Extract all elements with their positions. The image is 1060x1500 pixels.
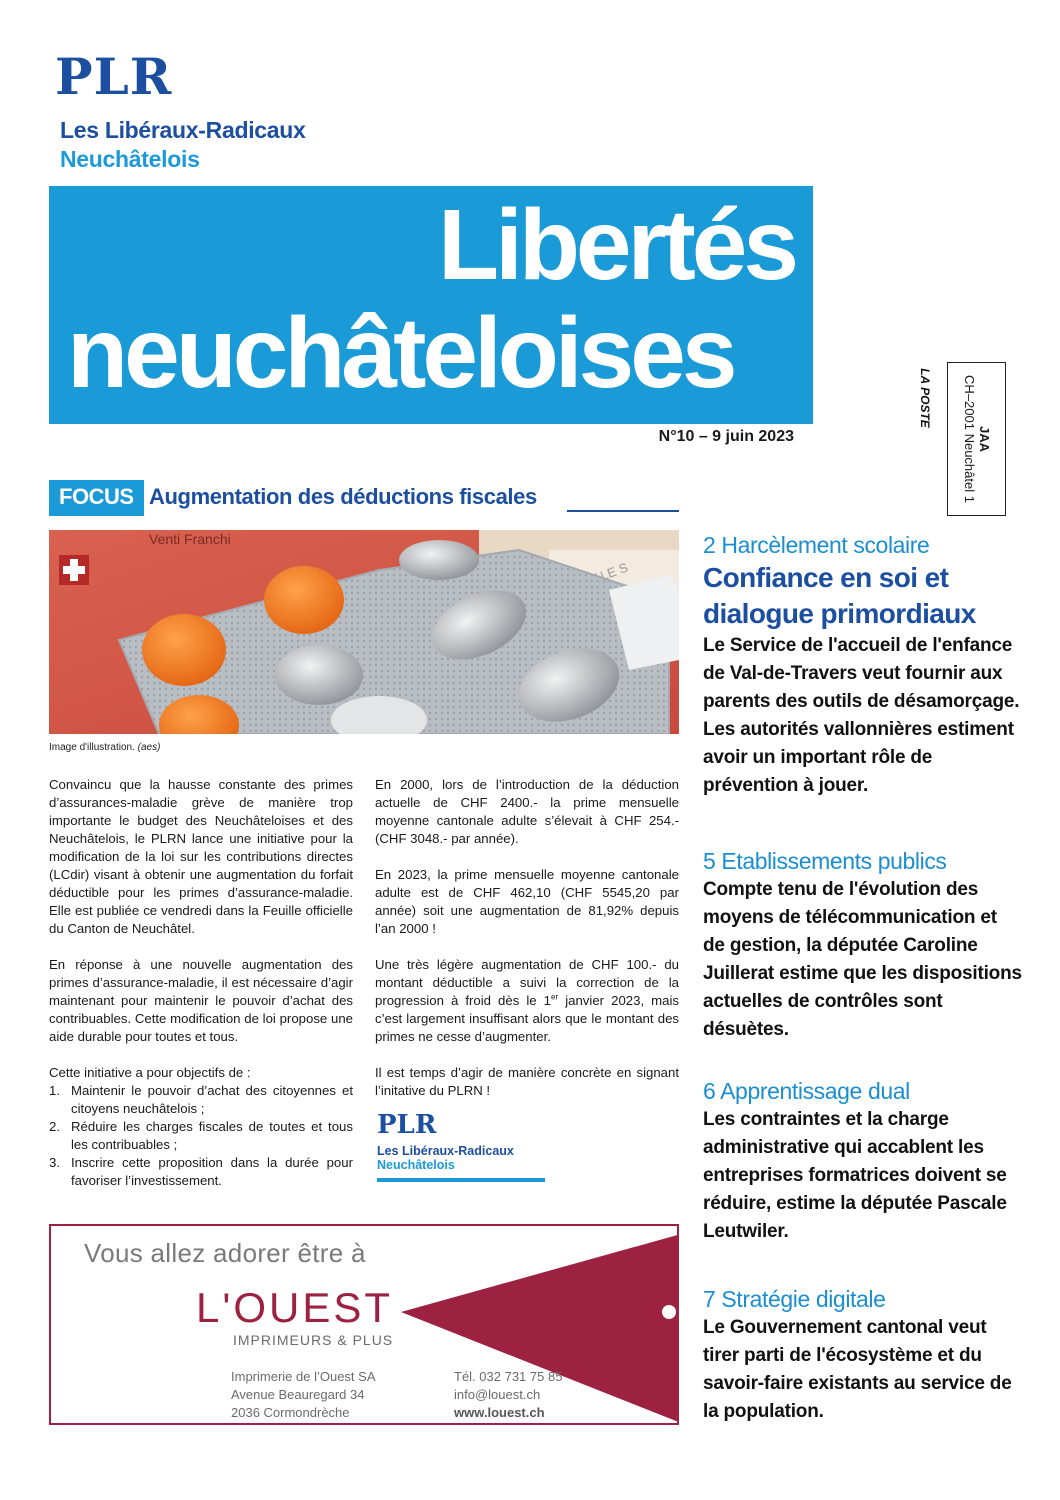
logo-party-region: Neuchâtelois [60, 146, 200, 172]
advertisement[interactable] [49, 1224, 679, 1425]
article-paragraph-4: En 2023, la prime mensuelle moyenne cantonale adulte est de CHF 462,10 (CHF 5545,20 par année) soit une augmentation de 81,92% depuis l’an 2000 ! [375, 867, 679, 936]
ad-brand-subtitle: IMPRIMEURS & PLUS [233, 1332, 394, 1348]
article-paragraph-1: Convaincu que la hausse constante des primes d’assurances-maladie grève de manière trop importante le budget des Neuchâteloises et des Neuchâtelois, le PLRN lance une initiative pour la modification de la loi sur les contributions directes (LCdir) visant à obtenir une augmentation du forfait déductible pour les primes d’assurance-maladie. Elle est publiée ce vendredi dans la Feuille officielle du Canton de Neuchâtel. [49, 777, 353, 936]
focus-title: Augmentation des déductions fiscales [149, 484, 537, 509]
ad-phone: Tél. 032 731 75 85 [454, 1369, 563, 1384]
postal-stamp [947, 362, 1006, 516]
sidebar-item-6[interactable] [703, 1076, 1023, 1246]
ad-address: Imprimerie de l’Ouest SA Avenue Beauregard 34 2036 Cormondrèche [231, 1369, 376, 1420]
caption-text: Image d'illustration. [49, 742, 135, 753]
sidebar-summary: Compte tenu de l'évolution des moyens de télécommunication et de gestion, la députée Caroline Juillerat estime que les dispositions actuelles de contrôles sont désuètes. [703, 879, 1022, 1040]
illustration-photo [49, 530, 679, 734]
article-paragraph-3: En 2000, lors de l’introduction de la déduction actuelle de CHF 2400.- la prime mensuelle moyenne cantonale adulte s’élevait à CHF 254.- (CHF 3048.- par année). [375, 777, 679, 846]
caption-credit: (aes) [137, 742, 161, 753]
ad-headline: Vous allez adorer être à [84, 1238, 366, 1268]
sidebar-summary: Le Service de l'accueil de l'enfance de Val-de-Travers veut fournir aux parents des outils de désamorçage. Les autorités vallonnières estiment avoir un important rôle de prévention à jouer. [703, 635, 1020, 796]
list-item: 2. Réduire les charges fiscales de toutes et tous les contribuables ; [49, 1119, 353, 1152]
stamp-address: CH–2001 Neuchâtel 1 [961, 375, 977, 503]
issue-date: N°10 – 9 juin 2023 [658, 428, 794, 445]
sidebar-item-5[interactable] [703, 846, 1023, 1044]
plr-signature-logo [377, 1112, 545, 1182]
masthead-banner [49, 186, 813, 424]
masthead-title-line2: neuchâteloises [67, 297, 734, 409]
ad-contact [454, 1368, 562, 1422]
objectives-list [49, 1082, 353, 1190]
plr-signature-line2: Neuchâtelois [377, 1158, 455, 1172]
sidebar-item-7[interactable] [703, 1284, 1023, 1426]
plr-signature-mark: PLR [377, 1110, 437, 1140]
article-paragraph-5: Une très légère augmentation de CHF 100.- du montant déductible a suivi la correction de la progression à froid dès le 1er janvier 2023, mais c’est largement insuffisant alors que le montant des primes ne cesse d’augmenter. [375, 957, 680, 1044]
plr-logo-mark: PLR [55, 47, 173, 106]
list-item: 3. Inscrire cette proposition dans la durée pour favoriser l’investissement. [49, 1155, 353, 1188]
sidebar-headline: Confiance en soi et dialogue primordiaux [703, 562, 976, 629]
focus-tag: FOCUS [49, 480, 144, 516]
masthead-title-line1: Libertés [437, 189, 795, 301]
article-paragraph-6: Il est temps d’agir de manière concrète en signant l’initative du PLRN ! [375, 1065, 679, 1098]
ad-brand-logo: L'OUEST [196, 1284, 394, 1331]
logo-party-name: Les Libéraux-Radicaux [60, 117, 306, 143]
sidebar-item-2[interactable] [703, 530, 1023, 800]
objectives-intro: Cette initiative a pour objectifs de : [49, 1065, 251, 1080]
plr-signature-line1: Les Libéraux-Radicaux [377, 1144, 514, 1158]
banknote-text1: Venti Franchi [149, 531, 231, 547]
sidebar-page-topic: 7 Stratégie digitale [703, 1286, 886, 1312]
sidebar-page-topic: 5 Etablissements publics [703, 848, 947, 874]
sidebar-summary: Le Gouvernement cantonal veut tirer parti de l'écosystème et du savoir-faire existants au service de la population. [703, 1317, 1012, 1422]
article-left-column [49, 776, 353, 1190]
list-item: 1. Maintenir le pouvoir d’achat des citoyennes et citoyens neuchâtelois ; [49, 1083, 353, 1116]
sidebar-summary: Les contraintes et la charge administrative qui accablent les entreprises formatrices doivent se réduire, estime la députée Pascale Leutwiler. [703, 1109, 1007, 1242]
article-paragraph-2: En réponse à une nouvelle augmentation des primes d’assurance-maladie, il est nécessaire d’agir maintenant pour maintenir le pouvoir d’achat des contribuables. Cette modification de loi propose une aide durable pour toutes et tous. [49, 957, 353, 1044]
plr-signature-bar [377, 1178, 545, 1182]
laposte-label: LA POSTE [918, 368, 932, 428]
ad-email[interactable]: info@louest.ch [454, 1387, 541, 1402]
photo-caption [49, 742, 160, 753]
sidebar-page-topic: 6 Apprentissage dual [703, 1078, 910, 1104]
stamp-jaa: JAA [976, 425, 992, 453]
focus-rule [567, 510, 679, 512]
medication-illustration [49, 530, 679, 734]
sidebar-page-topic: 2 Harcèlement scolaire [703, 532, 930, 558]
article-right-column [375, 776, 679, 1118]
laposte-logo [908, 360, 942, 436]
ad-website-link[interactable]: www.louest.ch [454, 1405, 545, 1420]
